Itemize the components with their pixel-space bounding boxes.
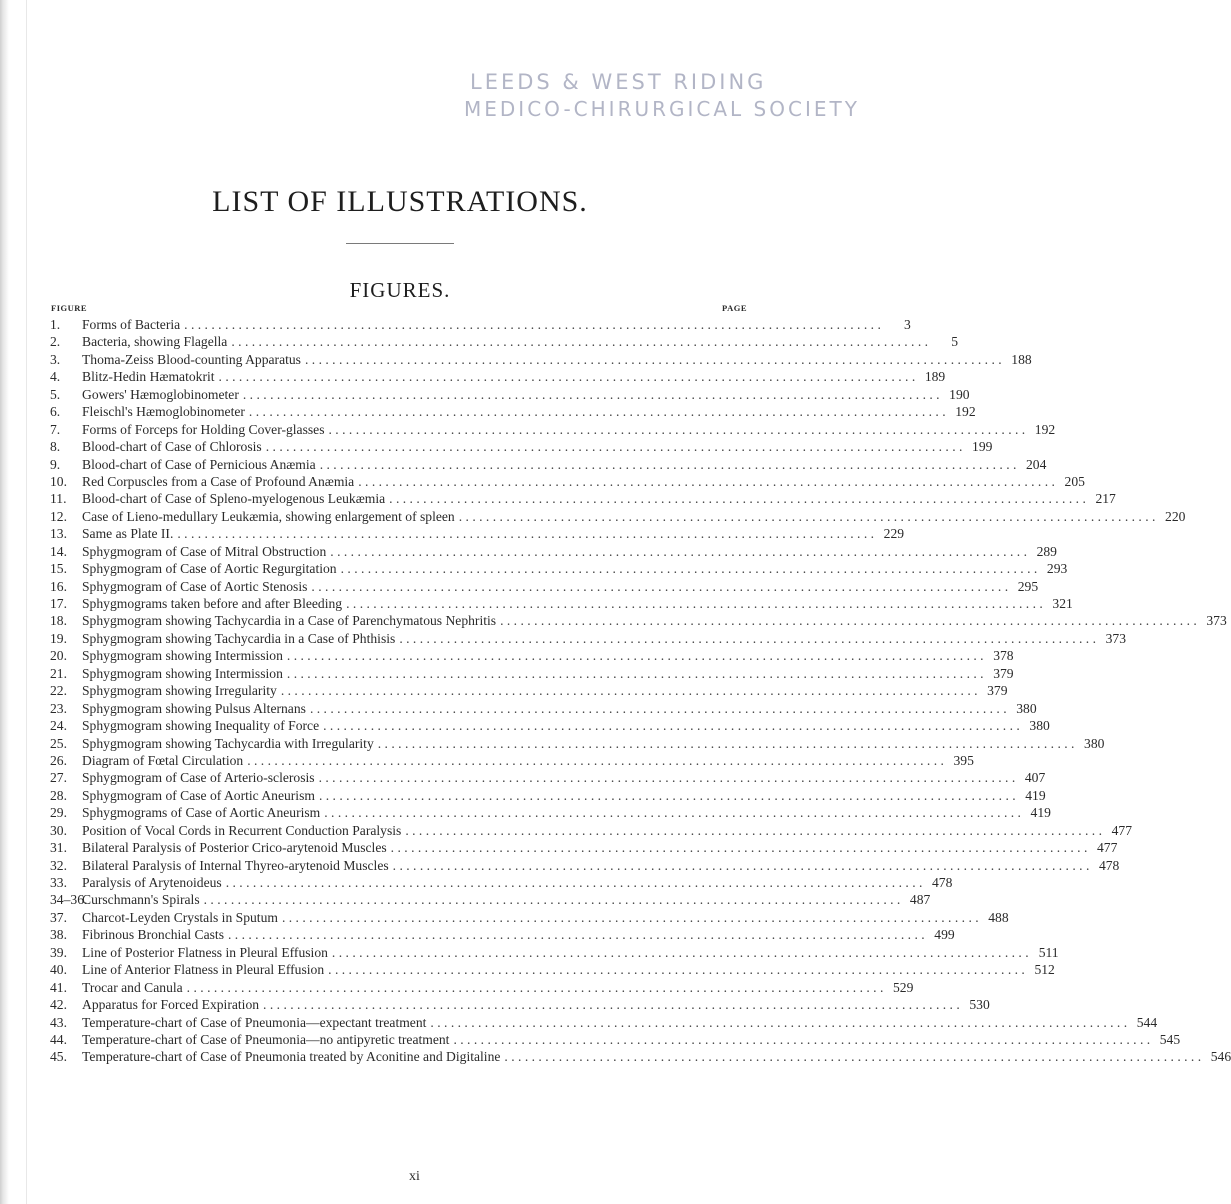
dot-leader xyxy=(287,665,984,682)
dot-leader xyxy=(391,839,1088,856)
figure-number: 25. xyxy=(50,735,67,751)
figure-number: 21. xyxy=(50,665,67,681)
figure-title: Sphygmogram of Case of Aortic Regurgitation xyxy=(82,561,337,577)
figure-entry xyxy=(50,421,1056,438)
figure-number: 34–36. xyxy=(50,892,88,908)
stamp-line-2: MEDICO-CHIRURGICAL SOCIETY xyxy=(464,97,860,121)
figure-title: Trocar and Canula xyxy=(82,979,183,995)
page-left-edge xyxy=(0,0,14,1204)
figure-title: Sphygmograms of Case of Aortic Aneurism xyxy=(82,805,321,821)
figure-title: Paralysis of Arytenoideus xyxy=(82,875,222,890)
dot-leader xyxy=(310,700,1007,717)
dot-leader xyxy=(393,857,1090,874)
figure-page-number: 395 xyxy=(953,752,974,768)
dot-leader xyxy=(231,333,928,350)
figure-page-number: 188 xyxy=(1011,351,1032,367)
figure-page-number: 419 xyxy=(1030,805,1051,821)
dot-leader xyxy=(319,787,1016,804)
figure-title: Temperature-chart of Case of Pneumonia—expectant treatment xyxy=(82,1014,427,1030)
title-rule xyxy=(346,243,454,244)
figure-entry xyxy=(50,682,1008,699)
figure-page-number: 5 xyxy=(951,334,959,350)
dot-leader xyxy=(341,560,1038,577)
figure-number: 33. xyxy=(50,875,67,890)
figure-number: 4. xyxy=(50,369,61,385)
figure-number: 29. xyxy=(50,805,67,821)
figure-entry xyxy=(50,979,914,996)
dot-leader xyxy=(330,543,1027,560)
figure-title: Red Corpuscles from a Case of Profound Anæmia xyxy=(82,473,355,489)
figure-page-number: 293 xyxy=(1046,561,1068,577)
figure-number: 32. xyxy=(50,857,67,873)
stamp-line-1: LEEDS & WEST RIDING xyxy=(470,70,767,94)
figure-page-number: 407 xyxy=(1024,770,1046,786)
figure-title: Bilateral Paralysis of Posterior Crico-arytenoid Muscles xyxy=(82,840,387,856)
figure-title: Sphygmogram showing Intermission xyxy=(82,648,283,664)
figure-entry xyxy=(50,438,993,455)
figure-title: Line of Anterior Flatness in Pleural Effusion xyxy=(82,962,325,978)
figure-entry xyxy=(50,665,1014,682)
figure-entry xyxy=(50,769,1046,786)
dot-leader xyxy=(282,909,979,926)
figure-title: Sphygmogram showing Intermission xyxy=(82,665,283,681)
figure-number: 16. xyxy=(50,578,67,594)
dot-leader xyxy=(287,647,984,664)
figure-title: Forms of Bacteria xyxy=(82,317,181,332)
figure-page-number: 487 xyxy=(909,892,931,908)
figure-entry xyxy=(50,839,1118,856)
figure-number: 9. xyxy=(50,456,61,472)
figure-number: 18. xyxy=(50,613,67,629)
figure-page-number: 373 xyxy=(1206,613,1227,629)
column-header-figure: FIGURE xyxy=(51,303,88,313)
figure-number: 20. xyxy=(50,648,67,664)
figure-number: 30. xyxy=(50,822,67,838)
figure-number: 44. xyxy=(50,1031,67,1047)
figure-entry xyxy=(50,543,1057,560)
dot-leader xyxy=(329,421,1026,438)
page-gutter-line xyxy=(26,0,27,1204)
figure-page-number: 478 xyxy=(1098,857,1120,873)
figure-number: 31. xyxy=(50,840,67,856)
figure-page-number: 379 xyxy=(987,683,1008,699)
dot-leader xyxy=(504,1048,1201,1065)
figure-title: Bacteria, showing Flagella xyxy=(82,334,228,350)
dot-leader xyxy=(346,595,1043,612)
figure-number: 1. xyxy=(50,317,61,332)
figure-title: Fibrinous Bronchial Casts xyxy=(82,927,224,943)
figure-number: 45. xyxy=(50,1049,67,1065)
figure-page-number: 529 xyxy=(892,979,914,995)
figure-entry xyxy=(50,525,905,542)
dot-leader xyxy=(204,891,901,908)
figure-page-number: 419 xyxy=(1025,787,1046,803)
figure-title: Case of Lieno-medullary Leukæmia, showing enlargement of spleen xyxy=(82,508,455,524)
figure-page-number: 373 xyxy=(1105,630,1126,646)
figure-page-number: 204 xyxy=(1026,456,1047,472)
figure-entry xyxy=(50,874,953,891)
figure-page-number: 199 xyxy=(972,439,993,455)
column-header-page: PAGE xyxy=(722,303,747,313)
figure-title: Temperature-chart of Case of Pneumonia treated by Aconitine and Digitaline xyxy=(82,1049,501,1065)
dot-leader xyxy=(430,1014,1127,1031)
figure-entry xyxy=(50,735,1105,752)
figure-entry xyxy=(50,804,1051,821)
figure-entry xyxy=(50,456,1047,473)
section-subtitle: FIGURES. xyxy=(349,278,451,302)
figure-page-number: 511 xyxy=(1038,944,1059,960)
dot-leader xyxy=(328,961,1025,978)
figure-page-number: 229 xyxy=(883,526,905,542)
dot-leader xyxy=(281,682,978,699)
figure-page-number: 295 xyxy=(1017,578,1039,594)
figure-page-number: 380 xyxy=(1084,735,1105,751)
figure-number: 28. xyxy=(50,787,67,803)
figure-page-number: 380 xyxy=(1029,718,1050,734)
figure-entry xyxy=(50,490,1116,507)
figure-number: 27. xyxy=(50,770,67,786)
figure-page-number: 192 xyxy=(1034,421,1056,437)
figure-number: 42. xyxy=(50,997,67,1013)
page-title: LIST OF ILLUSTRATIONS. xyxy=(212,185,588,218)
figure-title: Line of Posterior Flatness in Pleural Effusion xyxy=(82,944,328,960)
dot-leader xyxy=(378,735,1075,752)
figure-entry xyxy=(50,787,1046,804)
figure-title: Curschmann's Spirals xyxy=(82,892,200,908)
figure-number: 40. xyxy=(50,962,67,978)
figure-title: Sphygmogram of Case of Aortic Aneurism xyxy=(82,787,315,803)
figure-page-number: 289 xyxy=(1036,543,1057,559)
figure-entry xyxy=(50,612,1227,629)
figure-entry xyxy=(50,647,1014,664)
figure-entry xyxy=(50,316,911,333)
dot-leader xyxy=(320,456,1017,473)
dot-leader xyxy=(319,769,1016,786)
figure-number: 14. xyxy=(50,543,67,559)
dot-leader xyxy=(332,944,1029,961)
figure-number: 39. xyxy=(50,944,67,960)
figure-entry xyxy=(50,926,955,943)
figure-entry xyxy=(50,1014,1158,1031)
figure-number: 2. xyxy=(50,334,61,350)
figure-number: 13. xyxy=(50,526,67,542)
library-stamp xyxy=(464,70,860,130)
figure-number: 15. xyxy=(50,561,67,577)
figure-number: 8. xyxy=(50,439,61,455)
figure-entry xyxy=(50,996,990,1013)
figure-title: Sphygmogram showing Irregularity xyxy=(82,683,277,699)
figure-entry xyxy=(50,578,1039,595)
figure-title: Sphygmogram showing Pulsus Alternans xyxy=(82,700,306,716)
figure-number: 24. xyxy=(50,718,67,734)
figure-entry xyxy=(50,717,1050,734)
figure-page-number: 220 xyxy=(1165,508,1186,524)
figure-number: 26. xyxy=(50,752,67,768)
figure-entry xyxy=(50,700,1037,717)
figure-entry xyxy=(50,333,959,350)
figure-number: 17. xyxy=(50,596,67,611)
figure-page-number: 478 xyxy=(932,875,953,890)
figure-title: Apparatus for Forced Expiration xyxy=(82,997,260,1013)
figure-entry xyxy=(50,368,946,385)
dot-leader xyxy=(389,490,1086,507)
dot-leader xyxy=(324,804,1021,821)
figure-page-number: 189 xyxy=(924,369,946,385)
figure-page-number: 205 xyxy=(1064,473,1085,489)
figure-page-number: 217 xyxy=(1095,491,1116,507)
dot-leader xyxy=(226,874,923,891)
dot-leader xyxy=(247,752,944,769)
figure-page-number: 488 xyxy=(988,909,1009,925)
figure-page-number: 321 xyxy=(1052,596,1073,611)
figure-title: Blood-chart of Case of Pernicious Anæmia xyxy=(82,456,316,472)
figure-entry xyxy=(50,1031,1181,1048)
dot-leader xyxy=(243,386,940,403)
figure-entry xyxy=(50,351,1032,368)
figure-entry xyxy=(50,473,1085,490)
page-folio: xi xyxy=(409,1169,420,1184)
dot-leader xyxy=(184,316,881,333)
figure-entry xyxy=(50,752,974,769)
figure-title: Fleischl's Hæmoglobinometer xyxy=(82,404,245,420)
figure-page-number: 477 xyxy=(1096,840,1118,856)
dot-leader xyxy=(500,612,1197,629)
figure-title: Sphygmogram of Case of Aortic Stenosis xyxy=(82,578,308,594)
figure-entry xyxy=(50,944,1059,961)
figure-number: 23. xyxy=(50,700,67,716)
figure-entry xyxy=(50,857,1120,874)
figure-page-number: 499 xyxy=(934,927,955,943)
figure-page-number: 190 xyxy=(949,386,970,402)
figure-page-number: 545 xyxy=(1159,1031,1181,1047)
figure-entry xyxy=(50,961,1055,978)
dot-leader xyxy=(263,996,960,1013)
figure-entry xyxy=(50,560,1068,577)
figure-number: 5. xyxy=(50,386,61,402)
figure-title: Sphygmogram of Case of Mitral Obstruction xyxy=(82,543,327,559)
figure-page-number: 3 xyxy=(904,317,911,332)
figure-title: Diagram of Fœtal Circulation xyxy=(82,752,244,768)
figure-title: Sphygmogram showing Tachycardia in a Case of Phthisis xyxy=(82,630,396,646)
dot-leader xyxy=(187,979,884,996)
dot-leader xyxy=(177,525,874,542)
figure-number: 12. xyxy=(50,508,67,524)
figure-page-number: 477 xyxy=(1111,822,1132,838)
figure-page-number: 378 xyxy=(993,648,1014,664)
figure-title: Gowers' Hæmoglobinometer xyxy=(82,386,239,402)
dot-leader xyxy=(323,717,1020,734)
dot-leader xyxy=(358,473,1055,490)
figure-number: 10. xyxy=(50,473,67,489)
figure-title: Charcot-Leyden Crystals in Sputum xyxy=(82,909,278,925)
figure-title: Blood-chart of Case of Chlorosis xyxy=(82,439,262,455)
figure-entry xyxy=(50,630,1126,647)
figure-page-number: 544 xyxy=(1136,1014,1158,1030)
figure-number: 7. xyxy=(50,421,61,437)
figure-title: Blood-chart of Case of Spleno-myelogenous Leukæmia xyxy=(82,491,386,507)
figure-number: 6. xyxy=(50,404,61,420)
figure-entry xyxy=(50,909,1009,926)
figure-number: 41. xyxy=(50,979,67,995)
figure-number: 38. xyxy=(50,927,67,943)
figure-entry xyxy=(50,1048,1231,1065)
figure-entry xyxy=(50,386,970,403)
dot-leader xyxy=(249,403,946,420)
figure-page-number: 192 xyxy=(955,404,976,420)
figure-title: Thoma-Zeiss Blood-counting Apparatus xyxy=(82,351,301,367)
figure-title: Sphygmogram of Case of Arterio-sclerosis xyxy=(82,770,315,786)
figure-page-number: 546 xyxy=(1210,1049,1231,1065)
figure-entry xyxy=(50,508,1186,525)
figure-entry xyxy=(50,403,976,420)
figure-number: 11. xyxy=(50,491,67,507)
figure-entry xyxy=(50,822,1132,839)
figure-entry xyxy=(50,891,931,908)
dot-leader xyxy=(311,578,1008,595)
figure-title: Sphygmograms taken before and after Bleeding xyxy=(82,596,343,611)
figure-entry xyxy=(50,595,1073,612)
dot-leader xyxy=(228,926,925,943)
dot-leader xyxy=(305,351,1002,368)
dot-leader xyxy=(399,630,1096,647)
figure-title: Same as Plate II. xyxy=(82,526,174,542)
figure-list xyxy=(50,316,1231,1066)
figure-page-number: 512 xyxy=(1034,962,1055,978)
figure-number: 19. xyxy=(50,630,67,646)
figure-number: 43. xyxy=(50,1014,67,1030)
figure-title: Blitz-Hedin Hæmatokrit xyxy=(82,369,215,385)
dot-leader xyxy=(405,822,1102,839)
figure-page-number: 530 xyxy=(969,997,990,1013)
figure-title: Position of Vocal Cords in Recurrent Conduction Paralysis xyxy=(82,822,402,838)
figure-title: Sphygmogram showing Tachycardia in a Case of Parenchymatous Nephritis xyxy=(82,613,497,629)
dot-leader xyxy=(459,508,1156,525)
figure-title: Temperature-chart of Case of Pneumonia—no antipyretic treatment xyxy=(82,1031,450,1047)
figure-number: 22. xyxy=(50,683,67,699)
dot-leader xyxy=(219,368,916,385)
figure-number: 37. xyxy=(50,909,67,925)
figure-page-number: 379 xyxy=(993,665,1014,681)
dot-leader xyxy=(266,438,963,455)
figure-title: Bilateral Paralysis of Internal Thyreo-arytenoid Muscles xyxy=(82,857,389,873)
figure-title: Sphygmogram showing Inequality of Force xyxy=(82,718,320,734)
dot-leader xyxy=(453,1031,1150,1048)
figure-title: Forms of Forceps for Holding Cover-glasses xyxy=(82,421,325,437)
figure-title: Sphygmogram showing Tachycardia with Irregularity xyxy=(82,735,374,751)
figure-number: 3. xyxy=(50,351,61,367)
figure-page-number: 380 xyxy=(1016,700,1037,716)
